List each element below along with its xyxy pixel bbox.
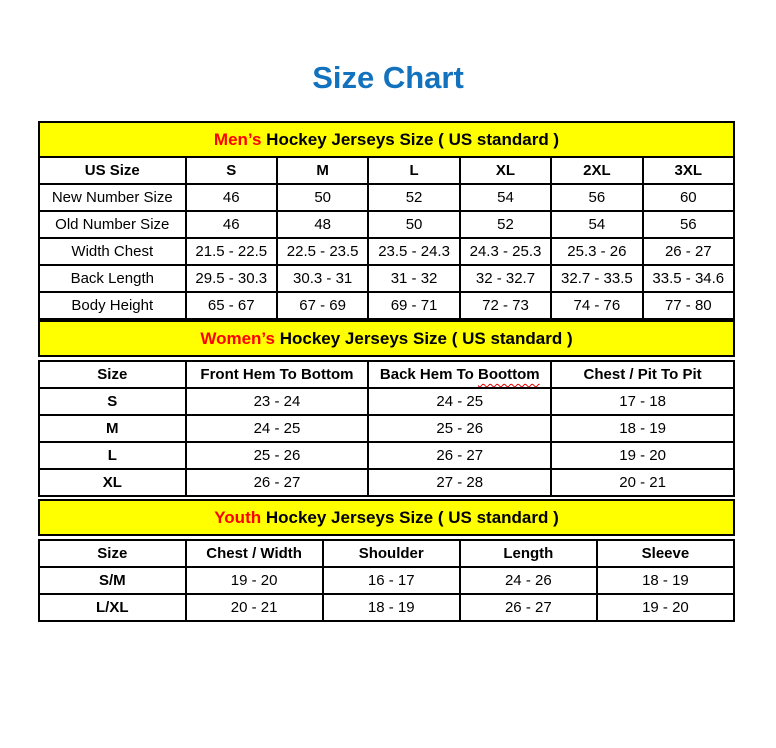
size-value-cell: 32 - 32.7: [460, 265, 551, 292]
youth-section-banner: [38, 499, 735, 536]
size-chart-page: [0, 56, 776, 622]
size-value-cell: 18 - 19: [597, 567, 734, 594]
row-label: XL: [39, 469, 186, 496]
column-header: 2XL: [551, 157, 642, 184]
column-header: Size: [39, 361, 186, 388]
size-value-cell: 72 - 73: [460, 292, 551, 319]
size-value-cell: 26 - 27: [186, 469, 369, 496]
size-value-cell: 31 - 32: [368, 265, 459, 292]
table-row: [39, 594, 734, 621]
size-value-cell: 32.7 - 33.5: [551, 265, 642, 292]
column-header: XL: [460, 157, 551, 184]
row-label: L/XL: [39, 594, 186, 621]
column-header: Chest / Pit To Pit: [551, 361, 734, 388]
size-value-cell: 24.3 - 25.3: [460, 238, 551, 265]
row-label: M: [39, 415, 186, 442]
youth-header-row: [39, 540, 734, 567]
row-label: New Number Size: [39, 184, 186, 211]
size-value-cell: 24 - 26: [460, 567, 597, 594]
table-row: [39, 415, 734, 442]
row-label: L: [39, 442, 186, 469]
size-value-cell: 16 - 17: [323, 567, 460, 594]
column-header: Length: [460, 540, 597, 567]
table-row: [39, 211, 734, 238]
size-value-cell: 46: [186, 211, 277, 238]
size-value-cell: 52: [368, 184, 459, 211]
table-row: [39, 469, 734, 496]
column-header: Back Hem To Boottom: [368, 361, 551, 388]
size-value-cell: 18 - 19: [323, 594, 460, 621]
table-row: [39, 238, 734, 265]
size-value-cell: 17 - 18: [551, 388, 734, 415]
womens-banner-text: Hockey Jerseys Size ( US standard ): [274, 329, 573, 348]
row-label: Old Number Size: [39, 211, 186, 238]
size-value-cell: 60: [643, 184, 734, 211]
youth-banner-text: Hockey Jerseys Size ( US standard ): [261, 508, 559, 527]
size-value-cell: 25.3 - 26: [551, 238, 642, 265]
mens-banner-highlight: Men’s: [213, 130, 262, 149]
mens-banner-text: Hockey Jerseys Size ( US standard ): [261, 130, 560, 149]
column-header: 3XL: [643, 157, 734, 184]
size-value-cell: 23 - 24: [186, 388, 369, 415]
size-value-cell: 26 - 27: [368, 442, 551, 469]
table-row: [39, 184, 734, 211]
table-row: [39, 567, 734, 594]
size-value-cell: 67 - 69: [277, 292, 368, 319]
size-value-cell: 65 - 67: [186, 292, 277, 319]
size-value-cell: 46: [186, 184, 277, 211]
table-row: [39, 292, 734, 319]
column-header: L: [368, 157, 459, 184]
size-value-cell: 33.5 - 34.6: [643, 265, 734, 292]
row-label: Width Chest: [39, 238, 186, 265]
size-value-cell: 56: [643, 211, 734, 238]
youth-banner-highlight: Youth: [214, 508, 262, 527]
size-value-cell: 74 - 76: [551, 292, 642, 319]
size-value-cell: 18 - 19: [551, 415, 734, 442]
size-value-cell: 48: [277, 211, 368, 238]
size-value-cell: 19 - 20: [186, 567, 323, 594]
mens-section-banner: [38, 121, 735, 156]
size-value-cell: 25 - 26: [186, 442, 369, 469]
size-value-cell: 69 - 71: [368, 292, 459, 319]
size-value-cell: 50: [277, 184, 368, 211]
mens-size-table: [38, 156, 735, 320]
size-value-cell: 20 - 21: [551, 469, 734, 496]
size-value-cell: 23.5 - 24.3: [368, 238, 459, 265]
size-value-cell: 54: [460, 184, 551, 211]
column-header: Chest / Width: [186, 540, 323, 567]
size-value-cell: 77 - 80: [643, 292, 734, 319]
misspelled-word: Boottom: [477, 366, 540, 383]
size-value-cell: 25 - 26: [368, 415, 551, 442]
size-value-cell: 22.5 - 23.5: [277, 238, 368, 265]
womens-header-row: [39, 361, 734, 388]
size-value-cell: 21.5 - 22.5: [186, 238, 277, 265]
womens-size-table: [38, 360, 735, 497]
column-header: M: [277, 157, 368, 184]
size-value-cell: 24 - 25: [368, 388, 551, 415]
size-value-cell: 26 - 27: [460, 594, 597, 621]
size-value-cell: 54: [551, 211, 642, 238]
size-value-cell: 56: [551, 184, 642, 211]
column-header: Front Hem To Bottom: [186, 361, 369, 388]
size-value-cell: 19 - 20: [551, 442, 734, 469]
column-header: US Size: [39, 157, 186, 184]
column-header: Size: [39, 540, 186, 567]
size-value-cell: 26 - 27: [643, 238, 734, 265]
table-row: [39, 265, 734, 292]
size-value-cell: 52: [460, 211, 551, 238]
size-chart-content: [38, 121, 735, 622]
column-header: S: [186, 157, 277, 184]
mens-header-row: [39, 157, 734, 184]
size-value-cell: 50: [368, 211, 459, 238]
page-title: Size Chart: [312, 60, 464, 95]
table-row: [39, 442, 734, 469]
row-label: Back Length: [39, 265, 186, 292]
size-value-cell: 20 - 21: [186, 594, 323, 621]
size-value-cell: 27 - 28: [368, 469, 551, 496]
column-header: Shoulder: [323, 540, 460, 567]
row-label: S/M: [39, 567, 186, 594]
column-header: Sleeve: [597, 540, 734, 567]
size-value-cell: 19 - 20: [597, 594, 734, 621]
size-value-cell: 24 - 25: [186, 415, 369, 442]
youth-size-table: [38, 539, 735, 622]
size-value-cell: 29.5 - 30.3: [186, 265, 277, 292]
womens-banner-highlight: Women’s: [200, 329, 275, 348]
table-row: [39, 388, 734, 415]
row-label: Body Height: [39, 292, 186, 319]
size-value-cell: 30.3 - 31: [277, 265, 368, 292]
womens-section-banner: [38, 320, 735, 357]
row-label: S: [39, 388, 186, 415]
